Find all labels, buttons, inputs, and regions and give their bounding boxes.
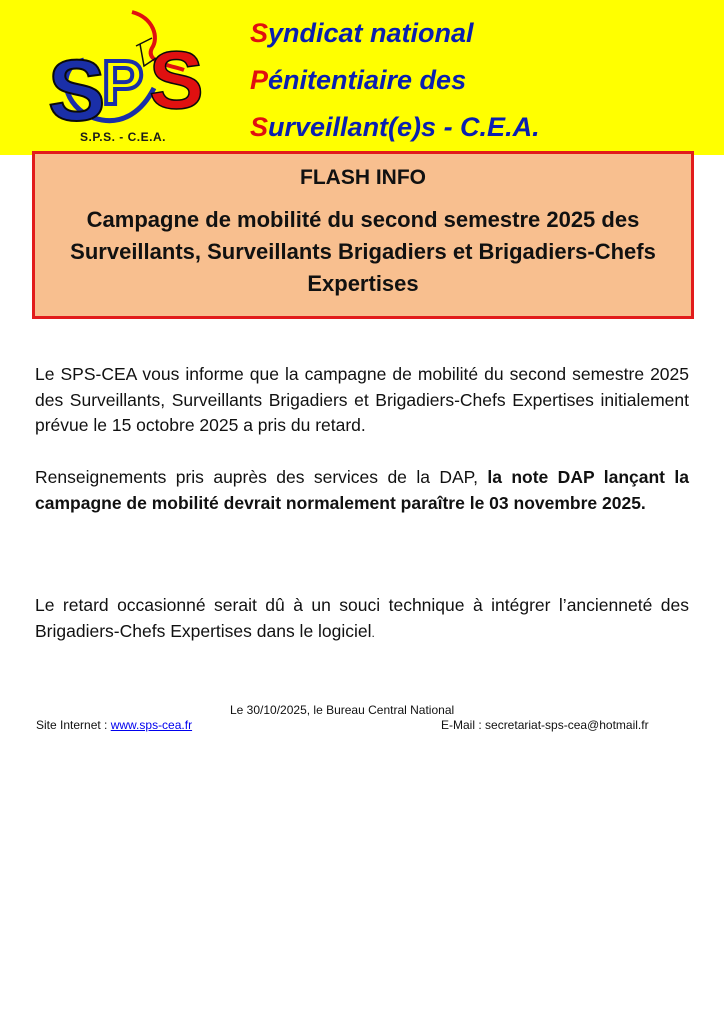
svg-text:S: S xyxy=(48,43,106,139)
logo-caption: S.P.S. - C.E.A. xyxy=(80,130,166,144)
flash-title: FLASH INFO xyxy=(300,166,426,189)
paragraph-1: Le SPS-CEA vous informe que la campagne de mobilité du second semestre 2025 des Surveillants, Surveillants Brigadiers et Brigadiers-Chefs Expertises initialement prévue le 15 octobre 2025 a pris du retard. xyxy=(35,364,689,435)
paragraph-2-text: Renseignements pris auprès des services de la DAP, xyxy=(35,467,488,487)
paragraph-3 xyxy=(35,593,689,646)
sps-logo xyxy=(44,8,214,148)
flash-info-box xyxy=(32,151,694,319)
title-rest-2: énitentiaire des xyxy=(268,65,467,95)
flash-subtitle: Campagne de mobilité du second semestre 2025 des Surveillants, Surveillants Brigadiers et Brigadiers-Chefs Expertises xyxy=(70,207,656,296)
title-rest-1: yndicat national xyxy=(268,18,474,48)
title-initial-1: S xyxy=(250,18,269,48)
email-address: secretariat-sps-cea@hotmail.fr xyxy=(485,718,649,732)
paragraph-2 xyxy=(35,465,689,516)
website-link[interactable]: www.sps-cea.fr xyxy=(110,718,193,732)
title-line-1 xyxy=(250,10,540,57)
email-line xyxy=(441,718,649,732)
organization-title xyxy=(250,10,540,151)
website-label: Site Internet : xyxy=(36,718,111,732)
title-initial-2: P xyxy=(250,65,269,95)
paragraph-3-text: Le retard occasionné serait dû à un souci technique à intégrer l’ancienneté des Brigadiers-Chefs Expertises dans le logiciel xyxy=(35,595,689,641)
title-rest-3: urveillant(e)s - C.E.A. xyxy=(268,112,540,142)
title-line-3 xyxy=(250,104,540,151)
email-label: E-Mail : xyxy=(441,718,486,732)
website-line xyxy=(36,718,192,732)
title-line-2 xyxy=(250,57,540,104)
paragraph-2-emphasis: la note DAP lançant la campagne de mobilité devrait normalement paraître le 03 novembre 2025. xyxy=(35,467,689,513)
date-signature: Le 30/10/2025, le Bureau Central National xyxy=(230,703,455,717)
title-initial-3: S xyxy=(250,112,269,142)
paragraph-3-period: . xyxy=(371,625,375,640)
svg-text:S: S xyxy=(149,35,204,126)
svg-text:P: P xyxy=(102,49,144,118)
